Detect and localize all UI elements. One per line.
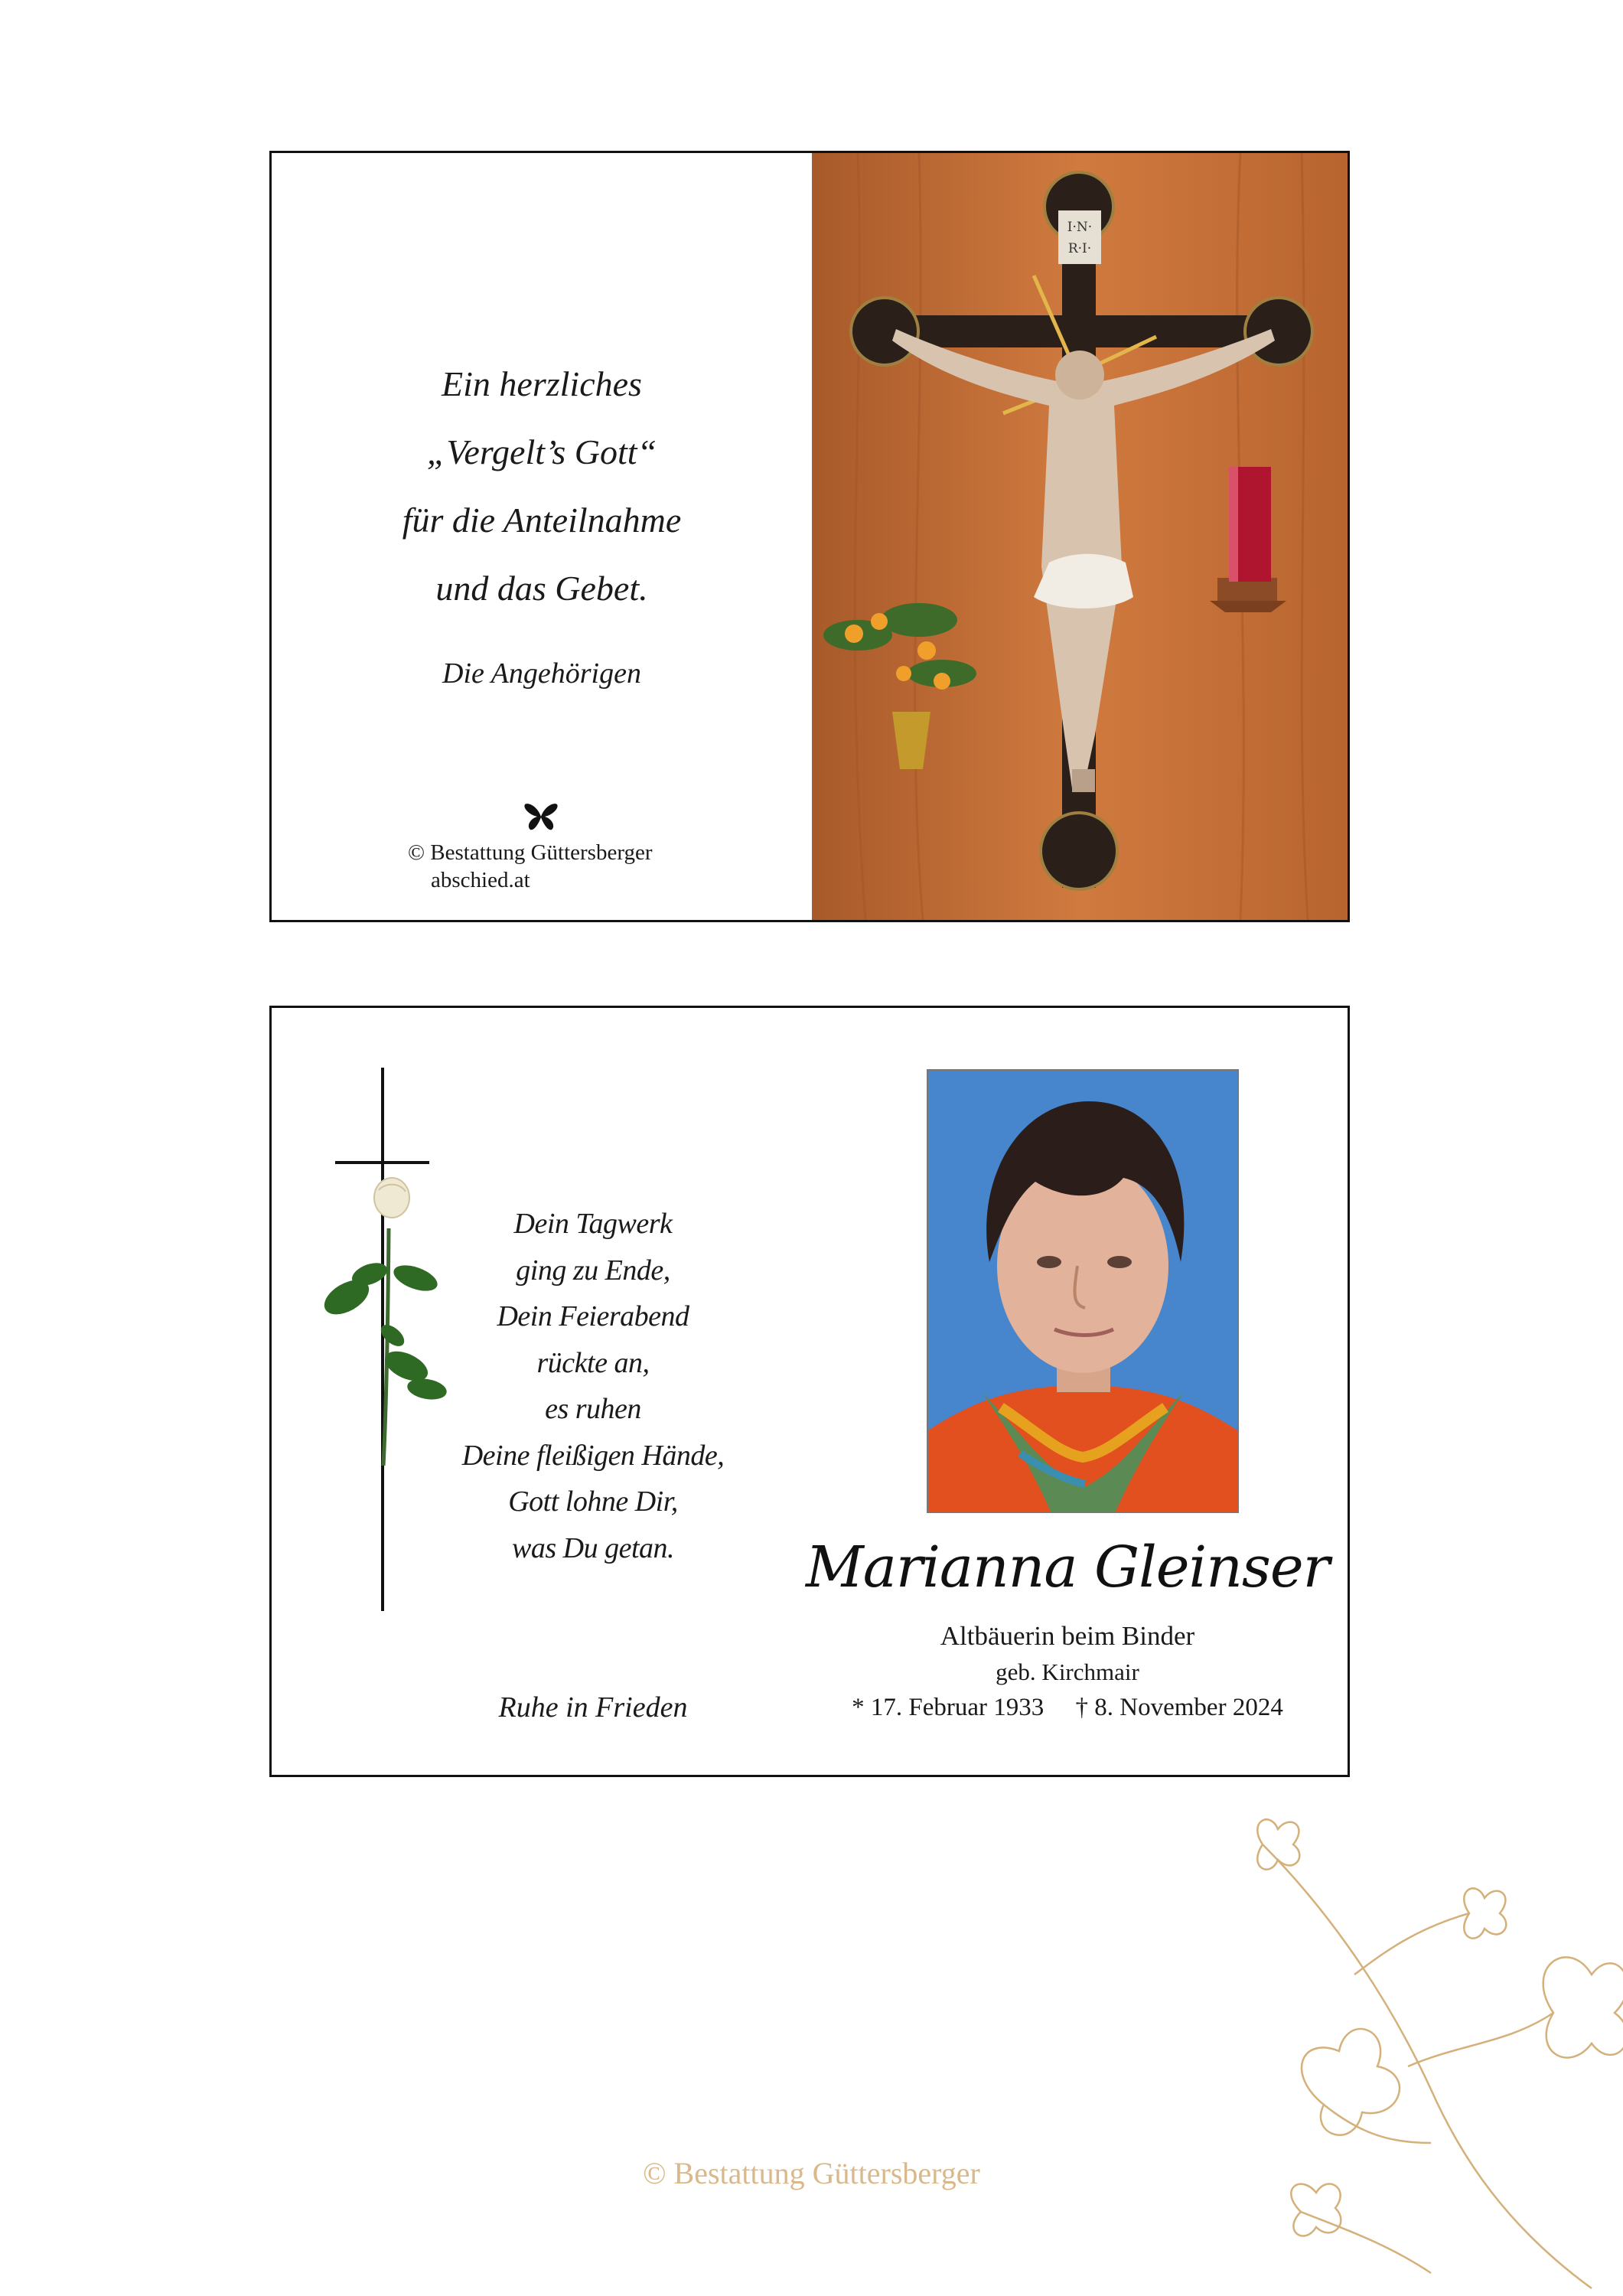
butterfly-icon — [523, 802, 559, 831]
inri-line-1: I·N· — [1067, 220, 1093, 235]
verse-line-5: es ruhen — [545, 1393, 641, 1425]
deceased-name: Marianna Gleinser — [805, 1534, 1330, 1600]
thanks-card — [269, 151, 1350, 922]
thanks-line-2: „Vergelt’s Gott“ — [426, 432, 657, 471]
verse-line-8: was Du getan. — [512, 1532, 674, 1564]
copyright-text: © Bestattung Güttersberger — [408, 840, 653, 865]
verse-line-6: Deine fleißigen Hände, — [461, 1440, 725, 1472]
thanks-line-3: für die Anteilnahme — [402, 501, 682, 540]
verse-line-2: ging zu Ende, — [516, 1254, 670, 1287]
maiden-name: geb. Kirchmair — [996, 1658, 1139, 1685]
crucifix-photo — [812, 153, 1350, 920]
life-dates: * 17. Februar 1933 † 8. November 2024 — [852, 1694, 1283, 1721]
floral-decoration — [1232, 1814, 1623, 2296]
memorial-card — [269, 1006, 1350, 1777]
portrait-photo — [927, 1069, 1239, 1513]
cross-rose-icon — [316, 1068, 469, 1611]
verse-line-3: Dein Feierabend — [497, 1300, 689, 1332]
verse-line-1: Dein Tagwerk — [513, 1208, 673, 1240]
footer-copyright: © Bestattung Güttersberger — [643, 2156, 980, 2190]
thanks-line-4: und das Gebet. — [435, 569, 648, 608]
website-text: abschied.at — [431, 868, 530, 892]
verse-line-7: Gott lohne Dir, — [508, 1486, 678, 1518]
inri-line-2: R·I· — [1067, 241, 1092, 256]
signoff-text: Die Angehörigen — [442, 657, 641, 690]
thanks-line-1: Ein herzliches — [442, 364, 642, 403]
deceased-title: Altbäuerin beim Binder — [940, 1621, 1195, 1651]
rest-in-peace-text: Ruhe in Frieden — [498, 1691, 688, 1724]
verse-line-4: rückte an, — [536, 1347, 650, 1379]
thanks-text-panel — [272, 153, 812, 920]
